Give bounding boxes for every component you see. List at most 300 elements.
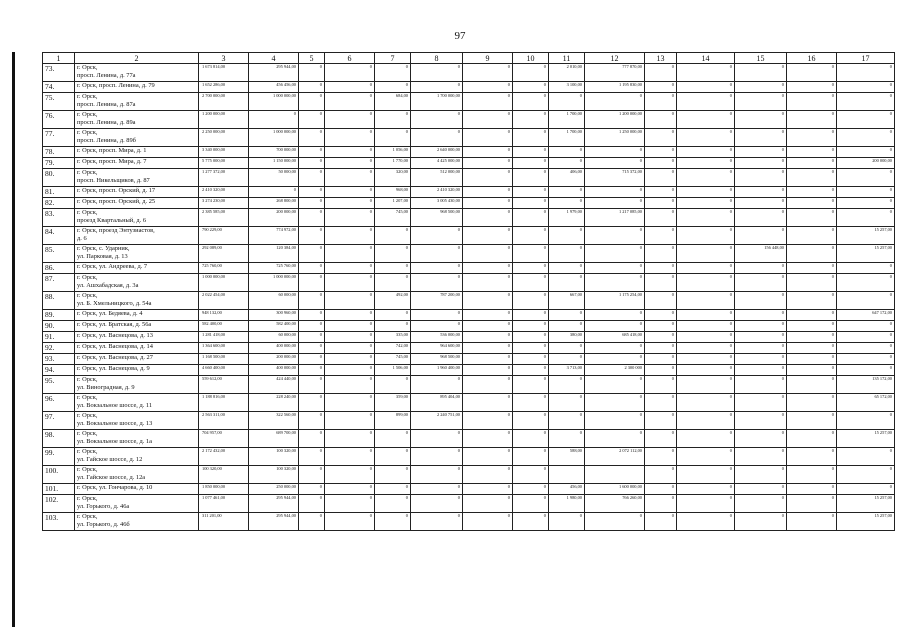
- value-cell-col-10: 0: [513, 412, 549, 430]
- value-cell-col-8: 787 200,00: [411, 292, 463, 310]
- value-cell-col-6: 0: [325, 245, 375, 263]
- value-cell-col-10: 0: [513, 394, 549, 412]
- value-cell-col-8: 0: [411, 376, 463, 394]
- value-cell-col-16: 0: [787, 198, 837, 209]
- value-cell-col-11: 588,00: [549, 448, 585, 466]
- table-row: [43, 169, 895, 187]
- address-cell: [75, 147, 199, 158]
- value-cell-col-10: 0: [513, 332, 549, 343]
- value-cell-col-14: 0: [677, 147, 735, 158]
- address-line: д. 6: [77, 234, 87, 242]
- value-cell-col-16: 0: [787, 448, 837, 466]
- value-cell-col-14: 0: [677, 430, 735, 448]
- value-cell-col-12: 0: [585, 245, 645, 263]
- value-cell-col-14: 0: [677, 365, 735, 376]
- value-cell-col-15: 0: [735, 394, 787, 412]
- value-cell-col-9: 0: [463, 321, 513, 332]
- value-cell-col-12: 0: [585, 513, 645, 531]
- value-cell-col-5: 0: [299, 245, 325, 263]
- value-cell-col-16: 0: [787, 321, 837, 332]
- value-cell-col-14: 0: [677, 376, 735, 394]
- address-cell: [75, 466, 199, 484]
- value-cell-col-3: 559 612,00: [199, 376, 249, 394]
- column-header-16: 16: [787, 53, 837, 64]
- value-cell-col-5: 0: [299, 227, 325, 245]
- value-cell-col-17: 0: [837, 209, 895, 227]
- value-cell-col-9: 0: [463, 484, 513, 495]
- value-cell-col-17: 0: [837, 354, 895, 365]
- value-cell-col-6: 0: [325, 430, 375, 448]
- value-cell-col-8: 0: [411, 430, 463, 448]
- value-cell-col-11: 667,00: [549, 292, 585, 310]
- value-cell-col-17: 0: [837, 82, 895, 93]
- value-cell-col-13: 0: [645, 430, 677, 448]
- value-cell-col-10: 0: [513, 484, 549, 495]
- value-cell-col-7: 1 207,00: [375, 198, 411, 209]
- column-header-17: 17: [837, 53, 895, 64]
- value-cell-col-11: 0: [549, 513, 585, 531]
- value-cell-col-17: 0: [837, 187, 895, 198]
- value-cell-col-13: 0: [645, 158, 677, 169]
- value-cell-col-6: 0: [325, 292, 375, 310]
- value-cell-col-14: 0: [677, 394, 735, 412]
- address-line: г. Орск,: [77, 394, 98, 401]
- value-cell-col-7: 0: [375, 129, 411, 147]
- value-cell-col-7: 0: [375, 64, 411, 82]
- address-line: г. Орск, ул. Васнецова, д. 14: [77, 343, 153, 350]
- value-cell-col-16: 0: [787, 484, 837, 495]
- value-cell-col-13: 0: [645, 292, 677, 310]
- value-cell-col-15: 0: [735, 263, 787, 274]
- row-number: 91.: [43, 332, 75, 343]
- value-cell-col-5: 0: [299, 394, 325, 412]
- address-line: ул. Виноградная, д. 9: [77, 383, 135, 391]
- value-cell-col-17: 0: [837, 198, 895, 209]
- table-row: [43, 354, 895, 365]
- value-cell-col-14: 0: [677, 227, 735, 245]
- address-line: ул. Гайское шоссе, д. 12: [77, 455, 143, 463]
- value-cell-col-14: 0: [677, 129, 735, 147]
- value-cell-col-6: 0: [325, 343, 375, 354]
- value-cell-col-12: 1 195 830,00: [585, 82, 645, 93]
- address-cell: [75, 111, 199, 129]
- value-cell-col-16: 0: [787, 394, 837, 412]
- value-cell-col-4: 100 320,00: [249, 448, 299, 466]
- address-cell: [75, 394, 199, 412]
- table-row: [43, 245, 895, 263]
- value-cell-col-3: 1 277 372,00: [199, 169, 249, 187]
- value-cell-col-16: 0: [787, 343, 837, 354]
- value-cell-col-12: 0: [585, 310, 645, 321]
- value-cell-col-10: 0: [513, 169, 549, 187]
- value-cell-col-13: 0: [645, 343, 677, 354]
- table-row: [43, 82, 895, 93]
- table-row: [43, 209, 895, 227]
- value-cell-col-9: 0: [463, 245, 513, 263]
- value-cell-col-7: 0: [375, 82, 411, 93]
- value-cell-col-13: 0: [645, 169, 677, 187]
- value-cell-col-5: 0: [299, 263, 325, 274]
- value-cell-col-6: 0: [325, 93, 375, 111]
- value-cell-col-9: 0: [463, 376, 513, 394]
- value-cell-col-11: 406,00: [549, 169, 585, 187]
- value-cell-col-13: 0: [645, 129, 677, 147]
- value-cell-col-17: 15 257,00: [837, 430, 895, 448]
- value-cell-col-14: 0: [677, 321, 735, 332]
- value-cell-col-13: 0: [645, 111, 677, 129]
- address-cell: [75, 245, 199, 263]
- value-cell-col-9: 0: [463, 129, 513, 147]
- value-cell-col-15: 0: [735, 147, 787, 158]
- value-cell-col-13: 0: [645, 245, 677, 263]
- value-cell-col-15: 0: [735, 484, 787, 495]
- value-cell-col-6: 0: [325, 169, 375, 187]
- value-cell-col-5: 0: [299, 93, 325, 111]
- value-cell-col-15: 156 448,00: [735, 245, 787, 263]
- value-cell-col-10: 0: [513, 274, 549, 292]
- address-cell: [75, 343, 199, 354]
- value-cell-col-8: 0: [411, 129, 463, 147]
- value-cell-col-8: 4 425 000,00: [411, 158, 463, 169]
- value-cell-col-12: [585, 466, 645, 484]
- value-cell-col-17: 65 172,00: [837, 394, 895, 412]
- value-cell-col-3: 2 700 000,00: [199, 93, 249, 111]
- value-cell-col-17: 0: [837, 321, 895, 332]
- value-cell-col-8: 0: [411, 466, 463, 484]
- value-cell-col-5: 0: [299, 111, 325, 129]
- value-cell-col-9: 0: [463, 93, 513, 111]
- row-number: 85.: [43, 245, 75, 263]
- address-cell: [75, 310, 199, 321]
- value-cell-col-10: 0: [513, 129, 549, 147]
- address-cell: [75, 430, 199, 448]
- value-cell-col-17: 0: [837, 263, 895, 274]
- address-line: г. Орск, ул. Васнецова, д. 9: [77, 365, 150, 372]
- value-cell-col-8: 0: [411, 274, 463, 292]
- value-cell-col-7: 0: [375, 321, 411, 332]
- value-cell-col-11: 0: [549, 198, 585, 209]
- value-cell-col-12: 0: [585, 147, 645, 158]
- value-cell-col-16: 0: [787, 263, 837, 274]
- value-cell-col-8: 1 700 000,00: [411, 93, 463, 111]
- address-cell: [75, 448, 199, 466]
- column-header-13: 13: [645, 53, 677, 64]
- address-cell: [75, 209, 199, 227]
- value-cell-col-12: 0: [585, 321, 645, 332]
- value-cell-col-9: 0: [463, 209, 513, 227]
- value-cell-col-13: 0: [645, 93, 677, 111]
- value-cell-col-15: 0: [735, 82, 787, 93]
- value-cell-col-15: 0: [735, 412, 787, 430]
- value-cell-col-6: 0: [325, 448, 375, 466]
- value-cell-col-10: 0: [513, 187, 549, 198]
- value-cell-col-10: 0: [513, 321, 549, 332]
- value-cell-col-11: 0: [549, 147, 585, 158]
- value-cell-col-17: 135 172,00: [837, 376, 895, 394]
- row-number: 87.: [43, 274, 75, 292]
- value-cell-col-4: 295 944,00: [249, 513, 299, 531]
- value-cell-col-12: 2 072 112,00: [585, 448, 645, 466]
- table-row: [43, 263, 895, 274]
- value-cell-col-6: 0: [325, 187, 375, 198]
- value-cell-col-4: 456 456,00: [249, 82, 299, 93]
- table-row: [43, 513, 895, 531]
- value-cell-col-10: 0: [513, 245, 549, 263]
- value-cell-col-9: 0: [463, 274, 513, 292]
- row-number: 94.: [43, 365, 75, 376]
- value-cell-col-12: 0: [585, 394, 645, 412]
- value-cell-col-6: 0: [325, 64, 375, 82]
- value-cell-col-12: 0: [585, 430, 645, 448]
- value-cell-col-4: 582 400,00: [249, 321, 299, 332]
- address-cell: [75, 274, 199, 292]
- value-cell-col-16: 0: [787, 354, 837, 365]
- left-margin-bar: [12, 52, 15, 627]
- value-cell-col-9: 0: [463, 354, 513, 365]
- value-cell-col-9: 0: [463, 198, 513, 209]
- value-cell-col-13: 0: [645, 412, 677, 430]
- value-cell-col-11: 380,00: [549, 332, 585, 343]
- value-cell-col-5: 0: [299, 310, 325, 321]
- address-cell: [75, 198, 199, 209]
- row-number: 97.: [43, 412, 75, 430]
- value-cell-col-10: 0: [513, 310, 549, 321]
- address-line: г. Орск, ул. Васнецова, д. 27: [77, 354, 153, 361]
- value-cell-col-7: 0: [375, 495, 411, 513]
- row-number: 80.: [43, 169, 75, 187]
- value-cell-col-3: 2 022 454,00: [199, 292, 249, 310]
- address-cell: [75, 513, 199, 531]
- value-cell-col-8: 0: [411, 227, 463, 245]
- row-number: 100.: [43, 466, 75, 484]
- value-cell-col-9: 0: [463, 263, 513, 274]
- value-cell-col-14: 0: [677, 245, 735, 263]
- row-number: 75.: [43, 93, 75, 111]
- value-cell-col-6: 0: [325, 198, 375, 209]
- value-cell-col-11: 0: [549, 245, 585, 263]
- address-line: просп. Ленина, д. 89б: [77, 136, 136, 144]
- table-row: [43, 430, 895, 448]
- row-number: 82.: [43, 198, 75, 209]
- value-cell-col-8: 3 005 430,00: [411, 198, 463, 209]
- address-line: г. Орск,: [77, 292, 98, 299]
- address-cell: [75, 292, 199, 310]
- address-line: проезд Квартальный, д. 6: [77, 216, 147, 224]
- value-cell-col-9: 0: [463, 332, 513, 343]
- value-cell-col-5: 0: [299, 274, 325, 292]
- value-cell-col-11: 0: [549, 274, 585, 292]
- address-line: г. Орск, просп. Ленина, д. 79: [77, 82, 155, 89]
- row-number: 73.: [43, 64, 75, 82]
- address-cell: [75, 263, 199, 274]
- value-cell-col-13: 0: [645, 82, 677, 93]
- table-row: [43, 484, 895, 495]
- value-cell-col-6: 0: [325, 82, 375, 93]
- address-line: ул. Горького, д. 46б: [77, 520, 130, 528]
- value-cell-col-15: 0: [735, 209, 787, 227]
- value-cell-col-13: 0: [645, 394, 677, 412]
- address-line: г. Орск,: [77, 495, 98, 502]
- value-cell-col-16: 0: [787, 310, 837, 321]
- value-cell-col-7: 0: [375, 513, 411, 531]
- address-cell: [75, 332, 199, 343]
- value-cell-col-3: 582 400,00: [199, 321, 249, 332]
- table-row: [43, 394, 895, 412]
- table-row: [43, 64, 895, 82]
- value-cell-col-8: 0: [411, 82, 463, 93]
- value-cell-col-17: 15 257,00: [837, 495, 895, 513]
- value-cell-col-4: 689 700,00: [249, 430, 299, 448]
- value-cell-col-4: 1 150 000,00: [249, 158, 299, 169]
- value-cell-col-3: 790 229,00: [199, 227, 249, 245]
- value-cell-col-8: 895 404,00: [411, 394, 463, 412]
- table-row: [43, 332, 895, 343]
- value-cell-col-11: 0: [549, 343, 585, 354]
- value-cell-col-6: 0: [325, 412, 375, 430]
- value-cell-col-12: 1 217 085,00: [585, 209, 645, 227]
- value-cell-col-9: 0: [463, 343, 513, 354]
- column-header-12: 12: [585, 53, 645, 64]
- address-line: ул. Б. Хмельницкого, д. 54а: [77, 299, 152, 307]
- value-cell-col-9: 0: [463, 82, 513, 93]
- value-cell-col-13: 0: [645, 274, 677, 292]
- row-number: 74.: [43, 82, 75, 93]
- value-cell-col-5: 0: [299, 147, 325, 158]
- value-cell-col-5: 0: [299, 354, 325, 365]
- value-cell-col-3: 1 168 500,00: [199, 354, 249, 365]
- value-cell-col-10: 0: [513, 513, 549, 531]
- value-cell-col-3: 1 000 000,00: [199, 274, 249, 292]
- value-cell-col-8: 0: [411, 321, 463, 332]
- value-cell-col-4: 774 972,00: [249, 227, 299, 245]
- value-cell-col-6: 0: [325, 263, 375, 274]
- value-cell-col-10: 0: [513, 430, 549, 448]
- value-cell-col-13: 0: [645, 310, 677, 321]
- value-cell-col-16: 0: [787, 129, 837, 147]
- value-cell-col-9: 0: [463, 495, 513, 513]
- value-cell-col-11: 0: [549, 93, 585, 111]
- value-cell-col-12: 0: [585, 354, 645, 365]
- value-cell-col-4: 100 320,00: [249, 466, 299, 484]
- value-cell-col-9: 0: [463, 187, 513, 198]
- address-line: г. Орск, просп. Мира, д. 7: [77, 158, 147, 165]
- value-cell-col-14: 0: [677, 332, 735, 343]
- value-cell-col-14: 0: [677, 292, 735, 310]
- value-cell-col-7: 492,00: [375, 292, 411, 310]
- value-cell-col-15: 0: [735, 365, 787, 376]
- value-cell-col-8: 536 000,00: [411, 332, 463, 343]
- value-cell-col-14: 0: [677, 187, 735, 198]
- value-cell-col-10: 0: [513, 343, 549, 354]
- address-line: г. Орск, ул. Братская, д. 56а: [77, 321, 152, 328]
- table-row: [43, 198, 895, 209]
- value-cell-col-11: 0: [549, 376, 585, 394]
- value-cell-col-3: 1 281 418,00: [199, 332, 249, 343]
- value-cell-col-5: 0: [299, 484, 325, 495]
- value-cell-col-9: 0: [463, 227, 513, 245]
- value-cell-col-13: 0: [645, 513, 677, 531]
- value-cell-col-6: 0: [325, 111, 375, 129]
- value-cell-col-3: 1 673 814,00: [199, 64, 249, 82]
- value-cell-col-16: 0: [787, 332, 837, 343]
- value-cell-col-5: 0: [299, 466, 325, 484]
- column-header-6: 6: [325, 53, 375, 64]
- value-cell-col-15: 0: [735, 495, 787, 513]
- table-row: [43, 343, 895, 354]
- value-cell-col-9: 0: [463, 111, 513, 129]
- value-cell-col-7: 0: [375, 111, 411, 129]
- value-cell-col-12: 1 200 000,00: [585, 111, 645, 129]
- address-line: ул. Вокзальное шоссе, д. 11: [77, 401, 153, 409]
- value-cell-col-8: 0: [411, 484, 463, 495]
- value-cell-col-5: 0: [299, 198, 325, 209]
- value-cell-col-11: 0: [549, 354, 585, 365]
- value-cell-col-7: 0: [375, 466, 411, 484]
- value-cell-col-15: 0: [735, 513, 787, 531]
- column-header-15: 15: [735, 53, 787, 64]
- address-line: г. Орск, ул. Андреева, д. 7: [77, 263, 148, 270]
- value-cell-col-11: 1 700,00: [549, 129, 585, 147]
- value-cell-col-3: 311 201,00: [199, 513, 249, 531]
- value-cell-col-4: 268 800,00: [249, 198, 299, 209]
- value-cell-col-13: 0: [645, 209, 677, 227]
- address-cell: [75, 484, 199, 495]
- value-cell-col-11: 2 010,00: [549, 64, 585, 82]
- value-cell-col-9: 0: [463, 310, 513, 321]
- value-cell-col-15: 0: [735, 64, 787, 82]
- row-number: 78.: [43, 147, 75, 158]
- value-cell-col-4: 200 000,00: [249, 209, 299, 227]
- value-cell-col-15: 0: [735, 448, 787, 466]
- column-header-9: 9: [463, 53, 513, 64]
- value-cell-col-4: 1 000 000,00: [249, 129, 299, 147]
- value-cell-col-4: 1 000 000,00: [249, 274, 299, 292]
- value-cell-col-5: 0: [299, 158, 325, 169]
- value-cell-col-16: 0: [787, 466, 837, 484]
- value-cell-col-3: 100 320,00: [199, 466, 249, 484]
- value-cell-col-13: 0: [645, 321, 677, 332]
- value-cell-col-14: 0: [677, 111, 735, 129]
- value-cell-col-6: 0: [325, 209, 375, 227]
- value-cell-col-17: 0: [837, 412, 895, 430]
- value-cell-col-3: 2 385 585,00: [199, 209, 249, 227]
- value-cell-col-16: 0: [787, 365, 837, 376]
- value-cell-col-14: 0: [677, 64, 735, 82]
- value-cell-col-6: 0: [325, 484, 375, 495]
- value-cell-col-5: 0: [299, 495, 325, 513]
- value-cell-col-4: 400 000,00: [249, 365, 299, 376]
- address-line: ул. Горького, д. 46а: [77, 502, 130, 510]
- address-line: г. Орск, ул. Гончарова, д. 10: [77, 484, 153, 491]
- address-line: г. Орск,: [77, 466, 98, 473]
- value-cell-col-17: 0: [837, 64, 895, 82]
- value-cell-col-7: 0: [375, 310, 411, 321]
- address-cell: [75, 93, 199, 111]
- column-header-8: 8: [411, 53, 463, 64]
- value-cell-col-14: 0: [677, 274, 735, 292]
- value-cell-col-16: 0: [787, 82, 837, 93]
- value-cell-col-12: 715 372,00: [585, 169, 645, 187]
- table-row: [43, 412, 895, 430]
- row-number: 84.: [43, 227, 75, 245]
- value-cell-col-4: 700 000,00: [249, 147, 299, 158]
- value-cell-col-4: 200 000,00: [249, 354, 299, 365]
- value-cell-col-8: 0: [411, 310, 463, 321]
- value-cell-col-10: 0: [513, 111, 549, 129]
- row-number: 90.: [43, 321, 75, 332]
- value-cell-col-17: 0: [837, 466, 895, 484]
- value-cell-col-16: 0: [787, 64, 837, 82]
